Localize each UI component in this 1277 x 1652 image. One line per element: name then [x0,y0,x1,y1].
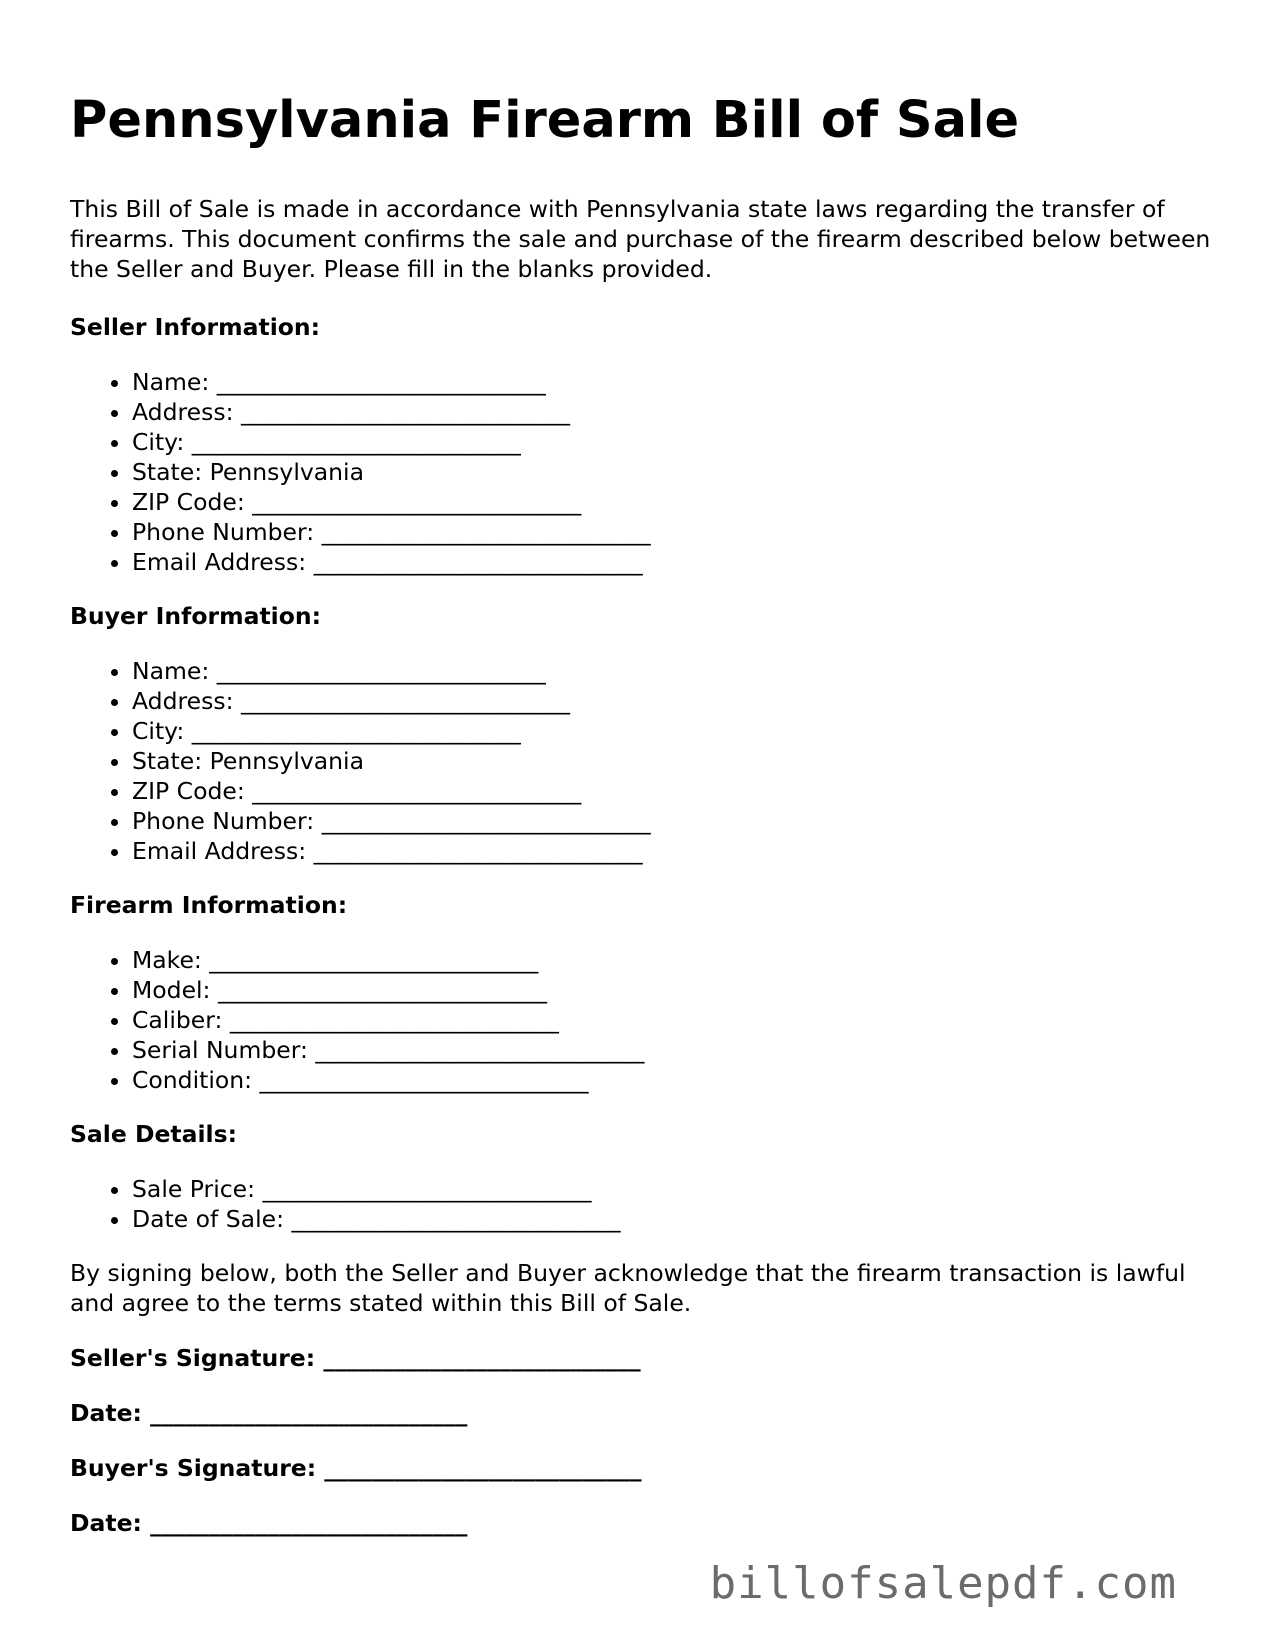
seller-zip-field: • ZIP Code: ____________________________ [132,487,1220,517]
seller-email-field: • Email Address: ____________________________ [132,547,1220,577]
buyer-heading: Buyer Information: [70,602,322,630]
sale-price-field: • Sale Price: ____________________________ [132,1174,1220,1204]
seller-phone-field: • Phone Number: ____________________________ [132,517,1220,547]
seller-address-field: • Address: ____________________________ [132,397,1220,427]
seller-heading: Seller Information: [70,313,321,341]
sale-heading: Sale Details: [70,1120,237,1148]
buyer-signature-line: Buyer's Signature: ___________________________ [70,1454,642,1482]
seller-city-field: • City: ____________________________ [132,427,1220,457]
seller-state-field: • State: Pennsylvania [132,457,1220,487]
firearm-model-field: • Model: ____________________________ [132,975,1220,1005]
seller-signature-line: Seller's Signature: ___________________________ [70,1344,641,1372]
firearm-heading: Firearm Information: [70,891,348,919]
firearm-list [70,945,1220,1095]
watermark-text: billofsalepdf.com [709,1558,1177,1609]
document-page [70,0,1220,1538]
buyer-list [70,656,1220,866]
buyer-phone-field: • Phone Number: ____________________________ [132,806,1220,836]
buyer-email-field: • Email Address: ____________________________ [132,836,1220,866]
firearm-make-field: • Make: ____________________________ [132,945,1220,975]
buyer-zip-field: • ZIP Code: ____________________________ [132,776,1220,806]
seller-name-field: • Name: ____________________________ [132,367,1220,397]
buyer-date-line: Date: ___________________________ [70,1509,468,1537]
seller-list [70,367,1220,577]
buyer-state-field: • State: Pennsylvania [132,746,1220,776]
buyer-address-field: • Address: ____________________________ [132,686,1220,716]
buyer-city-field: • City: ____________________________ [132,716,1220,746]
firearm-caliber-field: • Caliber: ____________________________ [132,1005,1220,1035]
sale-list [70,1174,1220,1234]
acknowledgment-paragraph: By signing below, both the Seller and Buyer acknowledge that the firearm transaction is lawful and agree to the terms stated within this Bill of Sale. [70,1259,1186,1317]
intro-paragraph: This Bill of Sale is made in accordance with Pennsylvania state laws regarding the transfer of firearms. This document confirms the sale and purchase of the firearm described below between the Seller and Buyer. Please fill in the blanks provided. [70,195,1211,283]
firearm-condition-field: • Condition: ____________________________ [132,1065,1220,1095]
sale-date-field: • Date of Sale: ____________________________ [132,1204,1220,1234]
firearm-serial-field: • Serial Number: ____________________________ [132,1035,1220,1065]
seller-date-line: Date: ___________________________ [70,1399,468,1427]
document-title: Pennsylvania Firearm Bill of Sale [70,91,1020,150]
buyer-name-field: • Name: ____________________________ [132,656,1220,686]
